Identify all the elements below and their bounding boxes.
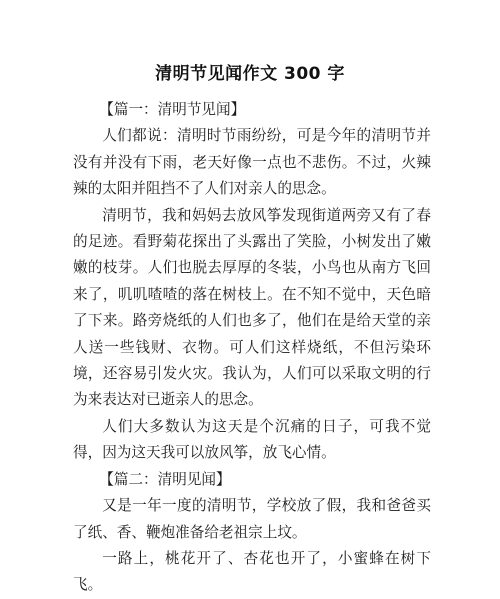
paragraph: 又是一年一度的清明节，学校放了假，我和爸爸买了纸、香、鞭炮准备给老祖宗上坟。 [73, 497, 431, 541]
document-body [73, 97, 431, 599]
paragraph: 人们都说：清明时节雨纷纷，可是今年的清明节并没有并没有下雨，老天好像一点也不悲伤。不过，火辣辣的太阳并阻挡不了人们对亲人的思念。 [73, 127, 431, 198]
document-title: 清明节见闻作文 300 字 [155, 64, 345, 84]
section-heading-2: 【篇二：清明见闻】 [99, 470, 231, 488]
paragraph: 一路上，桃花开了、杏花也开了，小蜜蜂在树下飞。 [73, 549, 431, 594]
paragraph: 人们大多数认为这天是个沉痛的日子，可我不觉得，因为这天我可以放风筝，放飞心情。 [73, 417, 431, 462]
paragraph: 清明节，我和妈妈去放风筝发现街道两旁又有了春的足迹。看野菊花探出了头露出了笑脸，小树发出了嫩嫩的枝芽。人们也脱去厚厚的冬装，小鸟也从南方飞回来了，叽叽喳喳的落在树枝上。在不知不觉中，天色暗了下来。路旁烧纸的人们也多了，他们在是给天堂的亲人送一些钱财、衣物。可人们这样烧纸，不但污染环境，还容易引发火灾。我认为，人们可以采取文明的行为来表达对已逝亲人的思念。 [73, 206, 431, 409]
section-heading-1: 【篇一：清明节见闻】 [99, 101, 246, 118]
